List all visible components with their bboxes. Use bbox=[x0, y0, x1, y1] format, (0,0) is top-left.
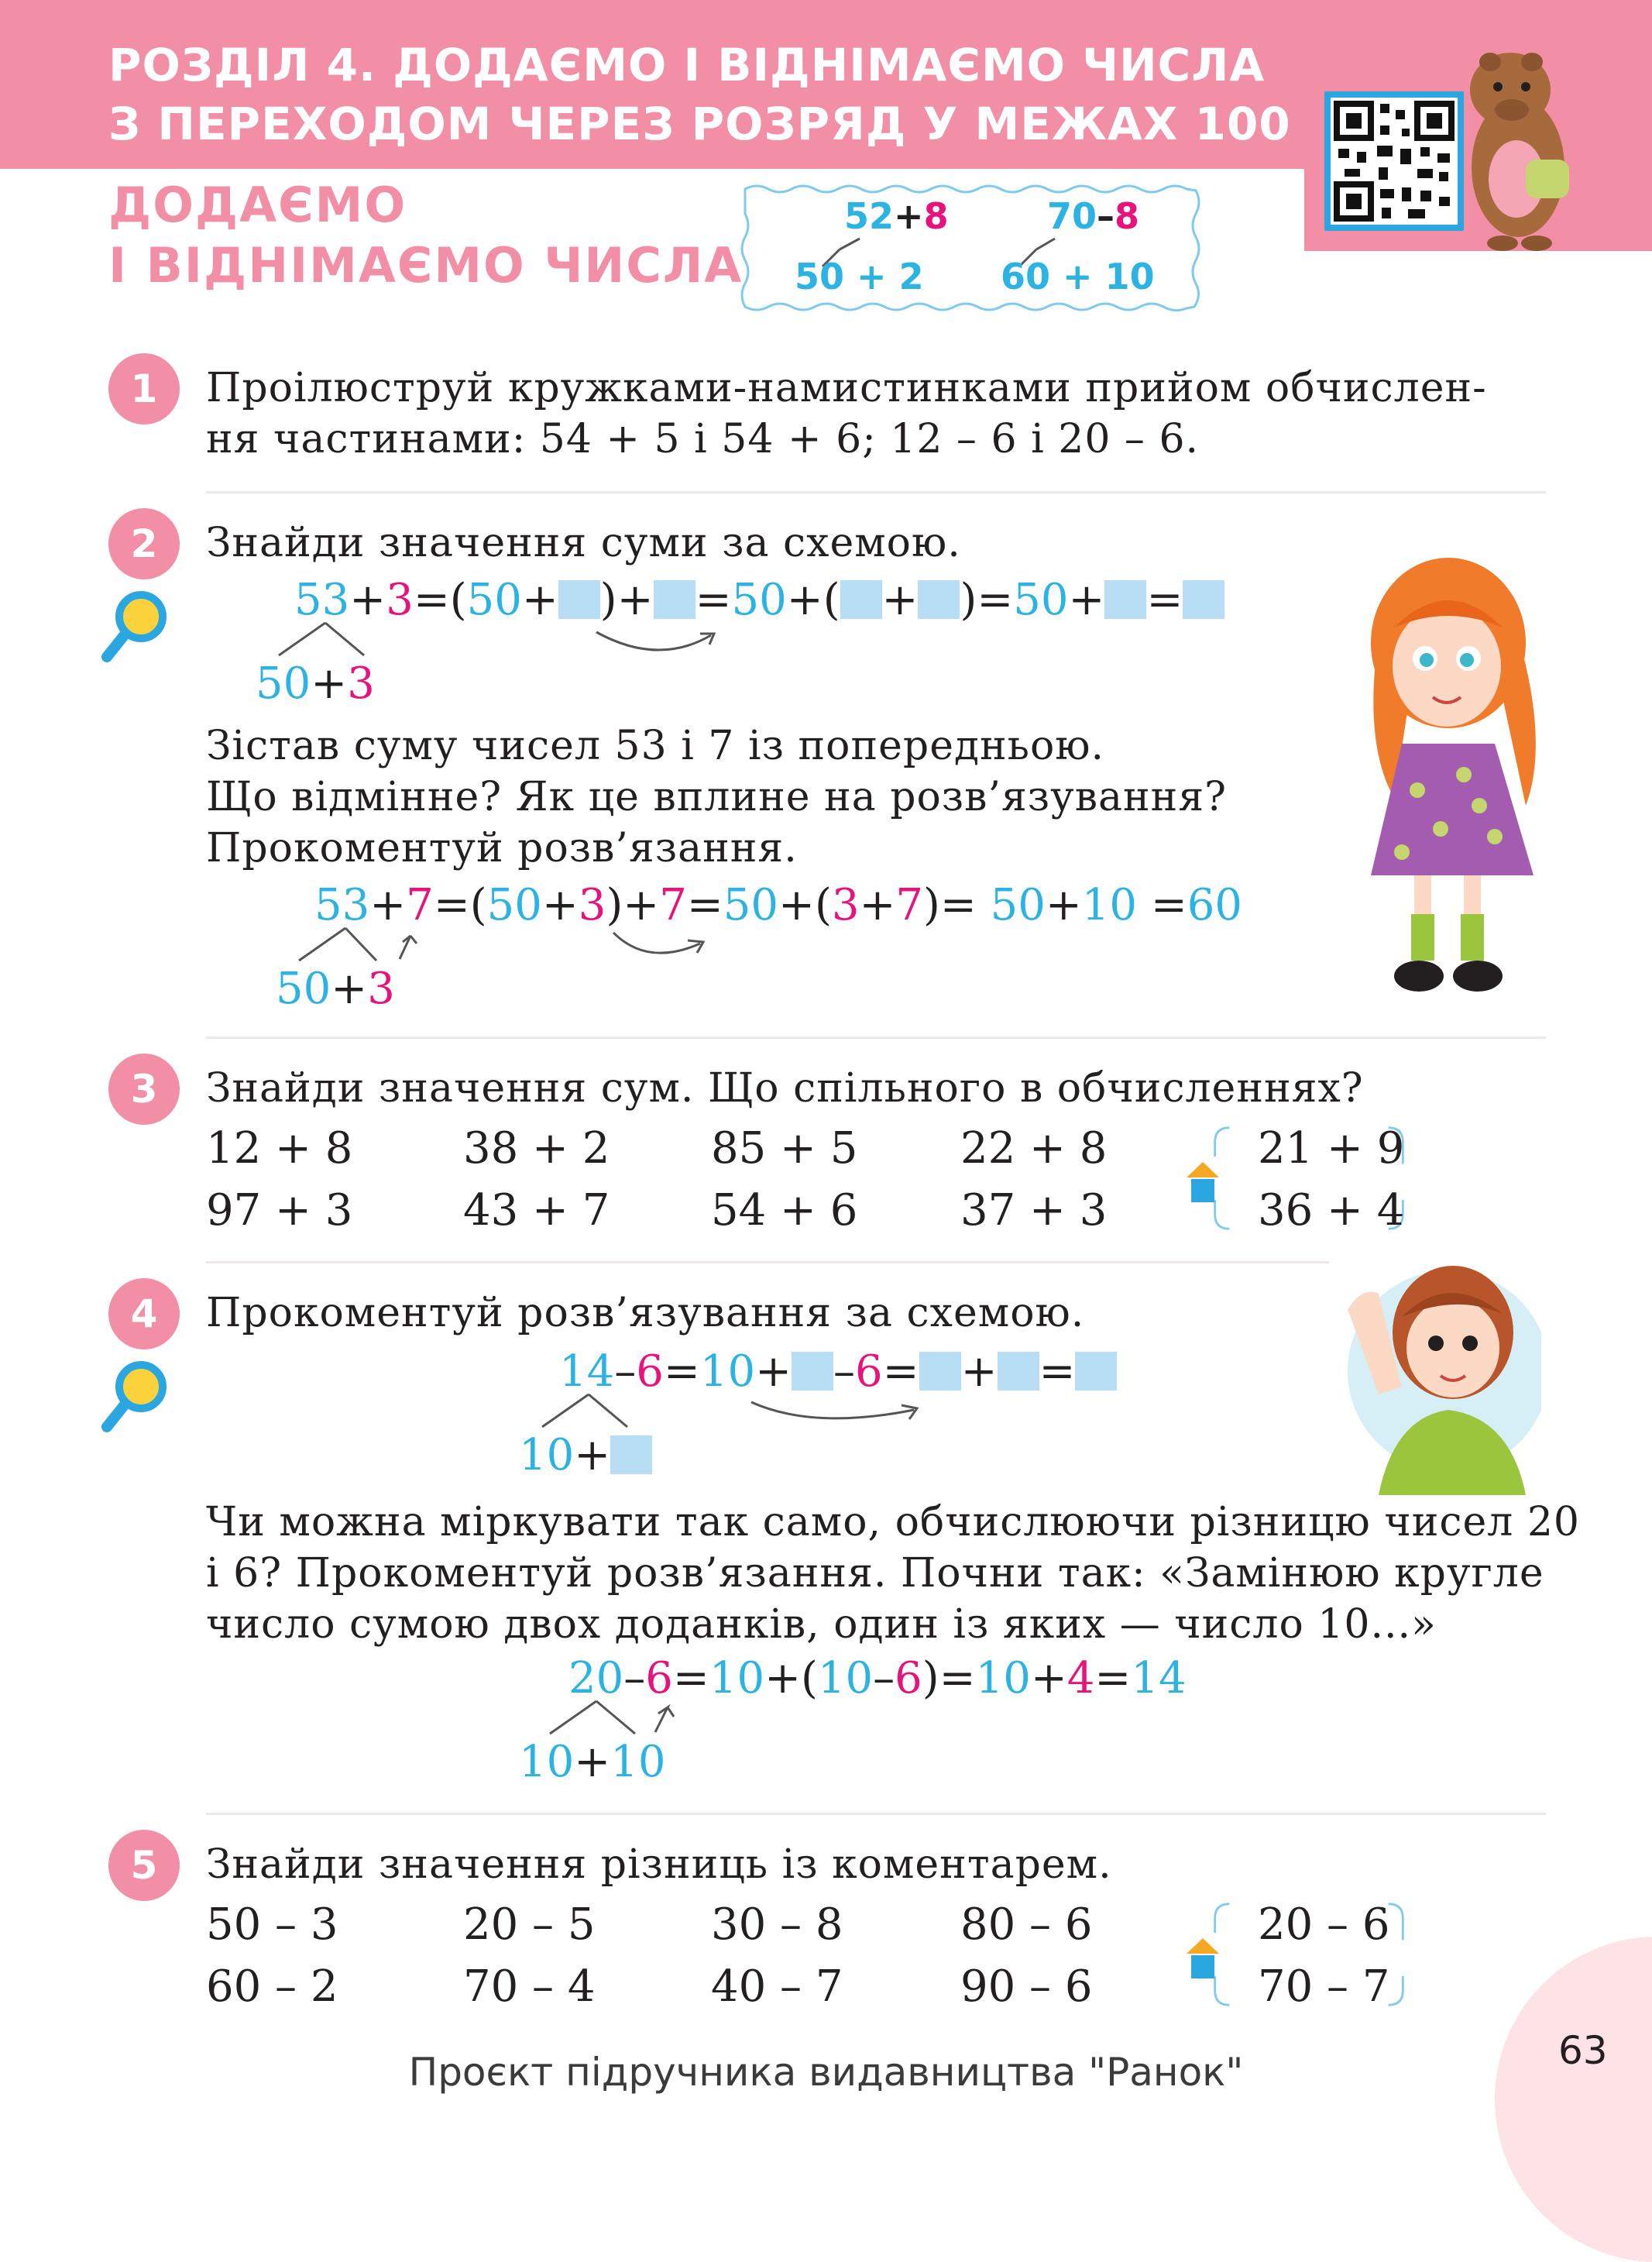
separator bbox=[206, 1813, 1546, 1815]
answer-box[interactable] bbox=[918, 580, 960, 619]
answer-box[interactable] bbox=[919, 1352, 961, 1391]
house-icon bbox=[1183, 1935, 1222, 1982]
task4-solution-split: 10+10 bbox=[519, 1737, 666, 1787]
task3-item: 37 + 3 bbox=[960, 1185, 1108, 1236]
topic-title-line2: І ВІДНІМАЄМО ЧИСЛА bbox=[108, 237, 744, 294]
answer-box[interactable] bbox=[1104, 580, 1146, 619]
chapter-title: РОЗДІЛ 4. ДОДАЄМО І ВІДНІМАЄМО ЧИСЛА З ПЕРЕХОДОМ ЧЕРЕЗ РОЗРЯД У МЕЖАХ 100 bbox=[108, 39, 1291, 150]
task-number-4: 4 bbox=[108, 1278, 180, 1349]
footer-note: Проєкт підручника видавництва "Ранок" bbox=[408, 2050, 1244, 2095]
answer-box[interactable] bbox=[654, 580, 695, 619]
example-add-top: 52+8 bbox=[844, 195, 949, 237]
task5-item: 80 – 6 bbox=[960, 1899, 1093, 1950]
task5-item: 30 – 8 bbox=[711, 1899, 843, 1950]
task5-item: 90 – 6 bbox=[960, 1961, 1093, 2012]
task5-item: 70 – 4 bbox=[463, 1961, 596, 2012]
task3-extra-item: 21 + 9 bbox=[1258, 1123, 1405, 1174]
answer-box[interactable] bbox=[792, 1352, 833, 1391]
task2-compare: Зістав суму чисел 53 і 7 із попередньою. Що відмінне? Як це вплине на розв’язування? Прокоментуй розв’язання. bbox=[206, 723, 1228, 871]
task4-split: 10+ bbox=[519, 1430, 652, 1480]
task3-item: 12 + 8 bbox=[206, 1123, 353, 1174]
topic-title-line1: ДОДАЄМО bbox=[108, 177, 407, 233]
answer-box[interactable] bbox=[610, 1435, 652, 1474]
task-number-3: 3 bbox=[108, 1054, 180, 1125]
example-sub-bottom: 60 + 10 bbox=[1001, 256, 1155, 297]
task5-item: 50 – 3 bbox=[206, 1899, 338, 1950]
task3-item: 43 + 7 bbox=[463, 1185, 610, 1236]
task4-paragraph: Чи можна міркувати так само, обчислюючи різницю чисел 20 і 6? Прокоментуй розв’язання. Почни так: «Замінюю кругле число сумою двох доданків, один із яких — число 10...» bbox=[206, 1499, 1581, 1648]
task4-heading: Прокоментуй розв’язування за схемою. bbox=[206, 1290, 1085, 1336]
page-number: 63 bbox=[1558, 2028, 1608, 2073]
separator bbox=[206, 1036, 1546, 1039]
task-number-5: 5 bbox=[108, 1830, 180, 1901]
task2-solution: 53+7=(50+3)+7=50+(3+7)= 50+10 =60 bbox=[314, 880, 1243, 930]
capybara-illustration bbox=[1456, 43, 1572, 253]
boy-illustration bbox=[1332, 1239, 1541, 1495]
task1-text: Проілюструй кружками-намистинками прийом обчислен- ня частинами: 54 + 5 і 54 + 6; 12 – 6 і 20 – 6. bbox=[206, 365, 1487, 462]
task-number-2: 2 bbox=[108, 508, 180, 579]
task5-extra-item: 70 – 7 bbox=[1258, 1961, 1390, 2012]
magnifier-icon bbox=[99, 587, 169, 665]
task2-split: 50+3 bbox=[256, 658, 375, 709]
task3-item: 22 + 8 bbox=[960, 1123, 1108, 1174]
task2-solution-split: 50+3 bbox=[276, 964, 395, 1014]
house-icon bbox=[1183, 1159, 1222, 1205]
task3-extra-item: 36 + 4 bbox=[1258, 1185, 1405, 1236]
task3-item: 38 + 2 bbox=[463, 1123, 610, 1174]
task3-item: 54 + 6 bbox=[711, 1185, 858, 1236]
task2-scheme: 53+3=(50+ )+ =50+( + )=50+ = bbox=[294, 575, 1224, 625]
separator bbox=[206, 1261, 1329, 1263]
answer-box[interactable] bbox=[1075, 1352, 1117, 1391]
task4-solution: 20–6=10+(10–6)=10+4=14 bbox=[568, 1653, 1187, 1703]
task5-extra-item: 20 – 6 bbox=[1258, 1899, 1390, 1950]
example-add-bottom: 50 + 2 bbox=[795, 256, 924, 297]
answer-box[interactable] bbox=[840, 580, 882, 619]
task5-item: 40 – 7 bbox=[711, 1961, 843, 2012]
task5-item: 60 – 2 bbox=[206, 1961, 338, 2012]
task5-item: 20 – 5 bbox=[463, 1899, 596, 1950]
task3-item: 97 + 3 bbox=[206, 1185, 353, 1236]
answer-box[interactable] bbox=[998, 1352, 1039, 1391]
answer-box[interactable] bbox=[558, 580, 600, 619]
example-box bbox=[737, 183, 1202, 313]
task5-heading: Знайди значення різниць із коментарем. bbox=[206, 1841, 1112, 1888]
answer-box[interactable] bbox=[1183, 580, 1224, 619]
page-corner-decoration bbox=[1495, 1937, 1652, 2262]
magnifier-icon bbox=[99, 1357, 169, 1435]
task-number-1: 1 bbox=[108, 353, 180, 425]
task2-heading: Знайди значення суми за схемою. bbox=[206, 520, 961, 566]
example-sub-top: 70–8 bbox=[1047, 195, 1140, 237]
task3-item: 85 + 5 bbox=[711, 1123, 858, 1174]
task3-heading: Знайди значення сум. Що спільного в обчисленнях? bbox=[206, 1065, 1364, 1112]
task4-scheme: 14–6=10+ –6= + = bbox=[559, 1346, 1117, 1397]
separator bbox=[206, 491, 1546, 493]
girl-illustration bbox=[1348, 542, 1557, 1007]
qr-code-icon[interactable] bbox=[1324, 91, 1464, 231]
